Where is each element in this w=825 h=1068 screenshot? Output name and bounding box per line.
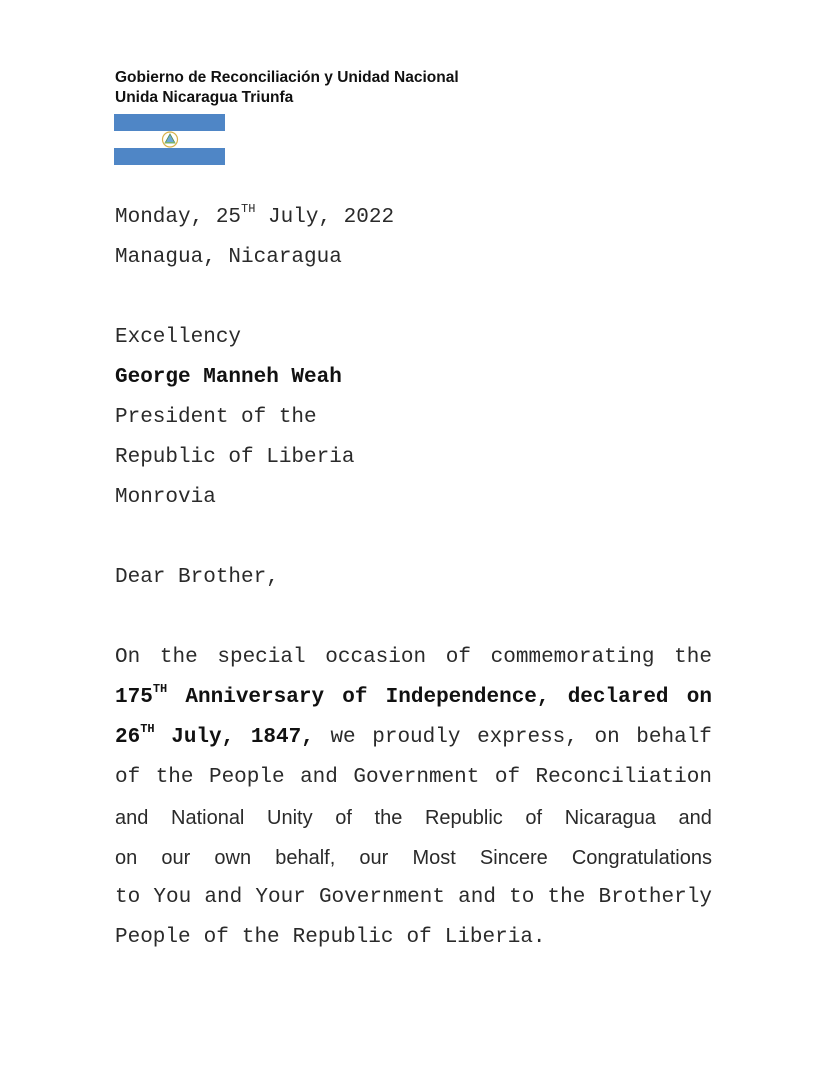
paragraph-word: and xyxy=(458,886,496,909)
flag-stripe-middle xyxy=(114,131,225,148)
paragraph-word: of xyxy=(203,926,229,949)
paragraph-word: declared xyxy=(567,686,669,709)
paragraph-word: Government xyxy=(318,886,445,909)
independence-day: 26TH xyxy=(115,722,155,749)
paragraph-word: and xyxy=(678,807,712,829)
letter-greeting: Dear Brother, xyxy=(115,566,279,589)
letterhead xyxy=(115,68,459,108)
paragraph-word: People xyxy=(115,926,191,949)
paragraph-word: Most xyxy=(412,847,456,869)
paragraph-word: Republic xyxy=(424,807,503,829)
paragraph-line-7 xyxy=(115,878,712,918)
paragraph-line-8 xyxy=(115,918,712,958)
paragraph-word: on xyxy=(686,686,712,709)
letter-body xyxy=(115,198,712,958)
letter-place: Managua, Nicaragua xyxy=(115,246,342,269)
nicaragua-flag-icon xyxy=(114,114,225,165)
paragraph-word: of xyxy=(525,807,543,829)
paragraph-word: proudly xyxy=(372,726,461,749)
paragraph-line-3 xyxy=(115,718,712,758)
paragraph-word: our xyxy=(161,847,191,869)
paragraph-word: of xyxy=(342,686,368,709)
paragraph-word: Liberia. xyxy=(444,926,546,949)
paragraph-word: of xyxy=(335,807,352,829)
paragraph-line-6 xyxy=(115,838,712,878)
recipient-title-1: President of the xyxy=(115,406,317,429)
paragraph-word: Government xyxy=(353,766,480,789)
paragraph-line-2 xyxy=(115,678,712,718)
recipient-salutation: Excellency xyxy=(115,326,242,349)
coat-of-arms-icon xyxy=(159,131,181,148)
paragraph-word: own xyxy=(214,847,252,869)
recipient-title-2: Republic of Liberia xyxy=(115,446,355,469)
paragraph-word: and xyxy=(300,766,338,789)
paragraph-word: National xyxy=(171,807,245,829)
paragraph-word: and xyxy=(115,807,149,829)
paragraph-word: occasion xyxy=(325,646,427,669)
paragraph-word: the xyxy=(159,646,198,669)
letter-date: Monday, 25TH July, 2022 xyxy=(115,202,395,229)
paragraph-word: our xyxy=(359,847,389,869)
paragraph-line-1 xyxy=(115,638,712,678)
paragraph-word: Your xyxy=(255,886,306,909)
paragraph-word: to xyxy=(115,886,141,909)
paragraph-word: and xyxy=(204,886,243,909)
paragraph-word: we xyxy=(330,726,356,749)
paragraph-word: behalf xyxy=(636,726,712,749)
paragraph-word: the xyxy=(674,646,712,669)
paragraph-word: Brotherly xyxy=(598,886,712,909)
paragraph-word: on xyxy=(594,726,620,749)
paragraph-word: of xyxy=(445,646,471,669)
paragraph-word: special xyxy=(217,646,306,669)
paragraph-word: Reconciliation xyxy=(535,766,712,789)
paragraph-word: the xyxy=(155,766,194,789)
letter-paragraph xyxy=(115,638,712,958)
paragraph-word: Independence, xyxy=(385,686,550,709)
recipient-name: George Manneh Weah xyxy=(115,366,342,389)
paragraph-word: express, xyxy=(477,726,578,749)
paragraph-word: on xyxy=(115,847,138,869)
paragraph-word: Congratulations xyxy=(571,847,712,869)
paragraph-word: the xyxy=(374,807,403,829)
paragraph-word: You xyxy=(153,886,192,909)
paragraph-word: Nicaragua xyxy=(564,807,656,829)
paragraph-line-5 xyxy=(115,798,712,838)
paragraph-word: commemorating xyxy=(490,646,655,669)
recipient-city: Monrovia xyxy=(115,486,216,509)
paragraph-word: Republic xyxy=(292,926,394,949)
letterhead-slogan: Unida Nicaragua Triunfa xyxy=(115,89,294,106)
paragraph-word: of xyxy=(406,926,432,949)
paragraph-word: of xyxy=(494,766,521,789)
paragraph-word: the xyxy=(241,926,280,949)
anniversary-number: 175TH xyxy=(115,682,168,709)
paragraph-word: Anniversary xyxy=(185,686,325,709)
paragraph-word: behalf, xyxy=(275,847,336,869)
paragraph-word: People xyxy=(208,766,285,789)
paragraph-word: of xyxy=(115,766,141,789)
paragraph-word: 1847, xyxy=(250,726,314,749)
flag-stripe-bottom xyxy=(114,148,225,165)
flag-stripe-top xyxy=(114,114,225,131)
paragraph-word: July, xyxy=(171,726,235,749)
paragraph-word: the xyxy=(547,886,586,909)
paragraph-word: On xyxy=(115,646,141,669)
paragraph-word: Unity xyxy=(267,807,313,829)
paragraph-line-4 xyxy=(115,758,712,798)
paragraph-word: Sincere xyxy=(479,847,548,869)
paragraph-word: to xyxy=(509,886,535,909)
letterhead-government: Gobierno de Reconciliación y Unidad Nacional xyxy=(115,69,459,86)
